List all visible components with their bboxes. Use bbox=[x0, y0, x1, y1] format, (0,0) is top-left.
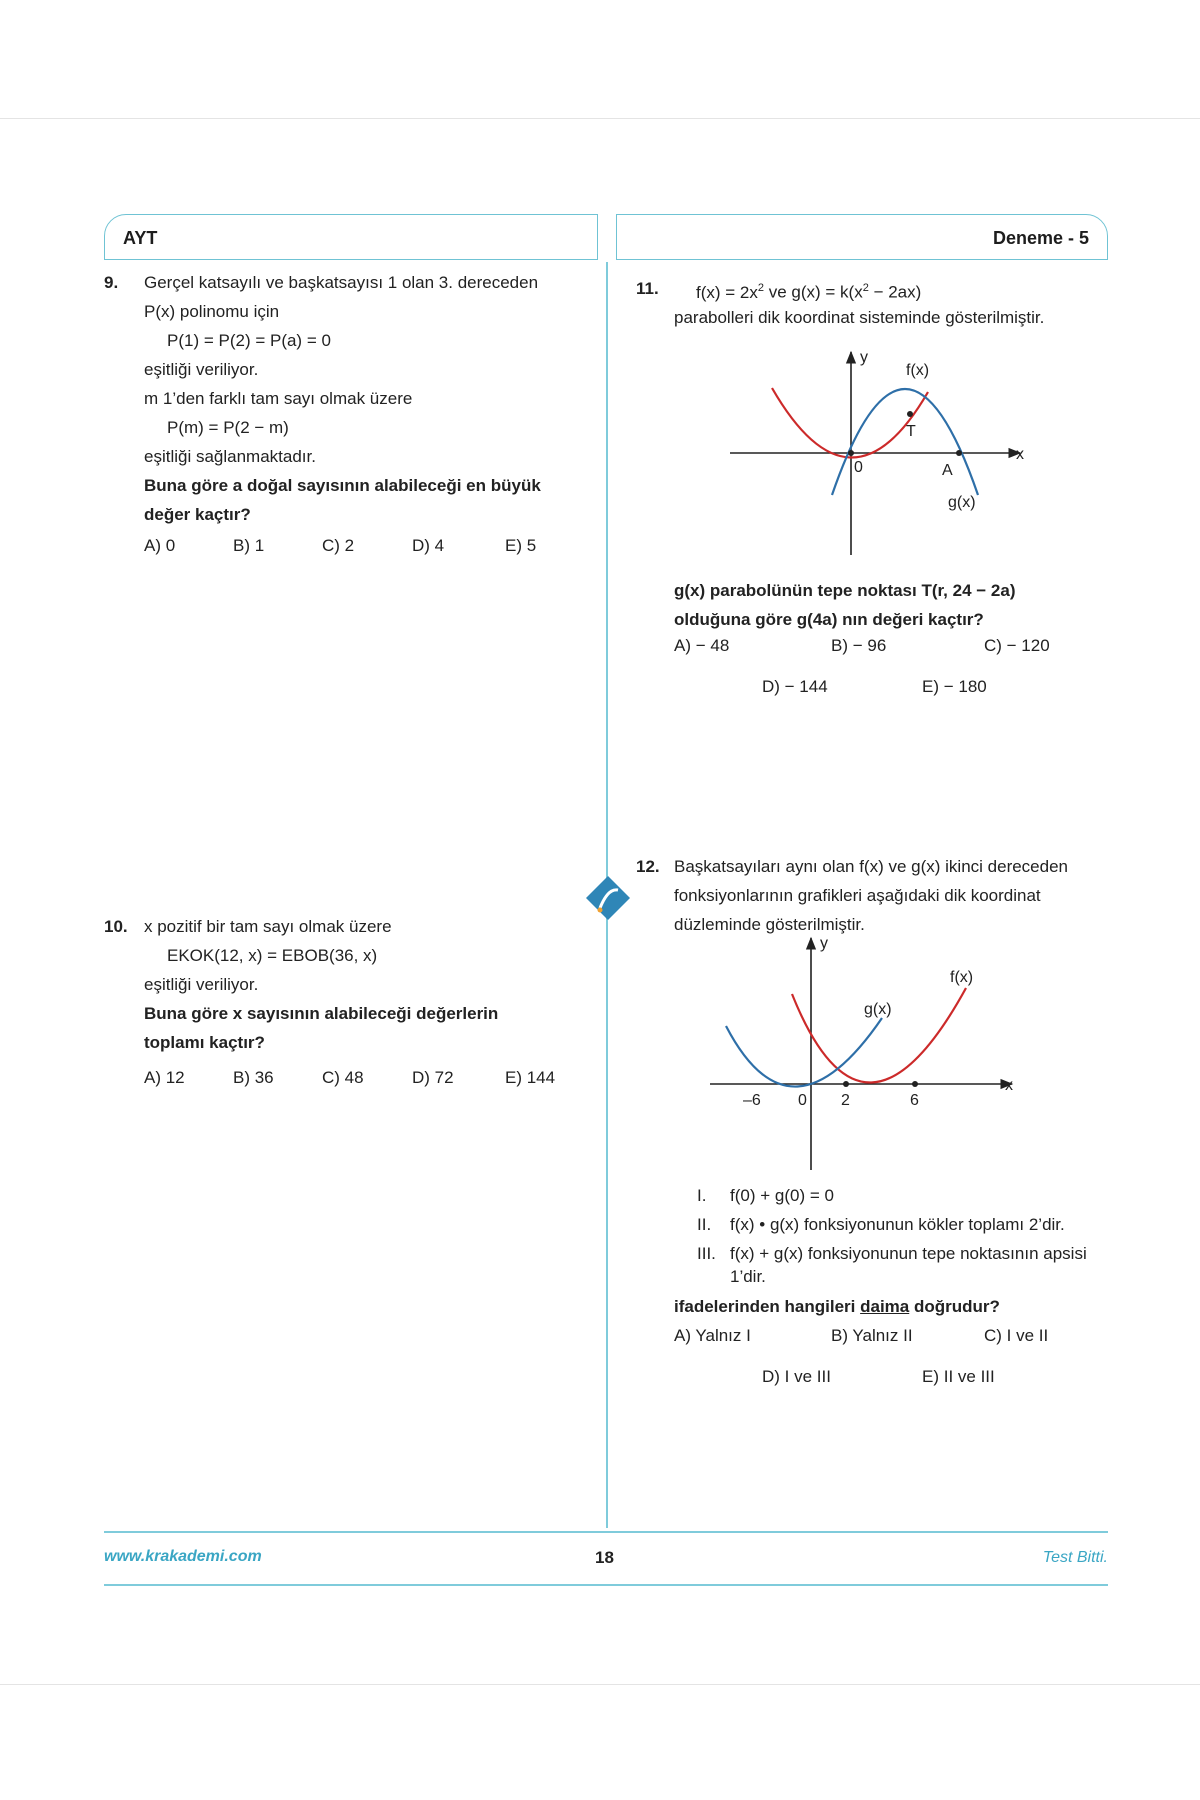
q11-option-a[interactable]: A) − 48 bbox=[674, 636, 730, 655]
q10-equation: EKOK(12, x) = EBOB(36, x) bbox=[167, 946, 378, 965]
q9-question-line1: Buna göre a doğal sayısının alabileceği en büyük bbox=[144, 476, 541, 495]
q11-option-c[interactable]: C) − 120 bbox=[984, 636, 1050, 655]
q10-option-d[interactable]: D) 72 bbox=[412, 1068, 454, 1087]
q11-definition bbox=[674, 274, 921, 307]
q12-point-6 bbox=[912, 1081, 918, 1087]
q12-option-d[interactable]: D) I ve III bbox=[762, 1367, 831, 1386]
publisher-logo bbox=[584, 874, 632, 922]
q12-question-a: ifadelerinden hangileri bbox=[674, 1297, 861, 1316]
q9-options bbox=[144, 536, 584, 560]
q11-option-d[interactable]: D) − 144 bbox=[762, 677, 828, 696]
q12-statements bbox=[697, 1181, 1087, 1291]
header-left-box bbox=[104, 214, 598, 260]
q11-question-line2: olduğuna göre g(4a) nın değeri kaçtır? bbox=[674, 610, 984, 629]
test-label: Deneme - 5 bbox=[992, 228, 1089, 248]
q12-number: 12. bbox=[636, 857, 660, 876]
exam-label: AYT bbox=[123, 228, 158, 248]
q9-option-e[interactable]: E) 5 bbox=[505, 536, 537, 555]
test-end-label: Test Bitti. bbox=[1042, 1549, 1108, 1566]
q11-f-label: f(x) bbox=[906, 362, 930, 379]
q11-options bbox=[674, 636, 1094, 700]
q12-question-c: doğrudur? bbox=[909, 1297, 1000, 1316]
q11-question bbox=[674, 576, 1016, 634]
q10-line1: x pozitif bir tam sayı olmak üzere bbox=[144, 917, 392, 936]
q12-s3-number: III. bbox=[697, 1244, 716, 1263]
q9-option-d[interactable]: D) 4 bbox=[412, 536, 445, 555]
q11-option-e[interactable]: E) − 180 bbox=[922, 677, 987, 696]
q9-line1: Gerçel katsayılı ve başkatsayısı 1 olan 3. dereceden bbox=[144, 273, 539, 292]
website-link[interactable]: www.krakademi.com bbox=[104, 1548, 262, 1565]
q11-t-label: T bbox=[906, 423, 916, 440]
q11-g-def: ve g(x) = k(x bbox=[764, 282, 863, 302]
q12-point-2 bbox=[843, 1081, 849, 1087]
q12-s1-text: f(0) + g(0) = 0 bbox=[730, 1186, 834, 1205]
q12-s3-text: f(x) + g(x) fonksiyonunun tepe noktasının apsisi bbox=[730, 1244, 1087, 1263]
q9-line5: m 1’den farklı tam sayı olmak üzere bbox=[144, 389, 413, 408]
header-right-box bbox=[616, 214, 1108, 260]
q11-graph bbox=[720, 340, 1040, 560]
q12-tick-6: 6 bbox=[910, 1092, 919, 1109]
q9-option-a[interactable]: A) 0 bbox=[144, 536, 176, 555]
q11-sup2: 2 bbox=[862, 282, 869, 294]
q12-option-c[interactable]: C) I ve II bbox=[984, 1326, 1049, 1345]
q12-tick-2: 2 bbox=[841, 1092, 850, 1109]
q12-g-curve bbox=[726, 1018, 882, 1087]
q12-option-a[interactable]: A) Yalnız I bbox=[674, 1326, 751, 1345]
q12-statement-1 bbox=[697, 1181, 1087, 1210]
q12-x-label: x bbox=[1005, 1077, 1013, 1094]
q9-option-c[interactable]: C) 2 bbox=[322, 536, 355, 555]
q12-y-label: y bbox=[820, 935, 828, 952]
q9-number: 9. bbox=[104, 273, 119, 292]
q11-g-label: g(x) bbox=[948, 494, 976, 511]
q10-option-a[interactable]: A) 12 bbox=[144, 1068, 185, 1087]
q9-line7: eşitliği sağlanmaktadır. bbox=[144, 447, 316, 466]
q10-line3: eşitliği veriliyor. bbox=[144, 975, 259, 994]
q12-question bbox=[674, 1292, 1000, 1321]
q12-tick-0: 0 bbox=[798, 1092, 807, 1109]
q11-g-def-end: − 2ax) bbox=[868, 282, 922, 302]
q11-point-t bbox=[907, 411, 913, 417]
q9-equation1: P(1) = P(2) = P(a) = 0 bbox=[167, 331, 331, 350]
q11-line2: parabolleri dik koordinat sisteminde gösterilmiştir. bbox=[674, 308, 1045, 327]
q10-option-c[interactable]: C) 48 bbox=[322, 1068, 364, 1087]
footer-top-rule bbox=[104, 1531, 1108, 1533]
q10-question-line2: toplamı kaçtır? bbox=[144, 1033, 265, 1052]
q11-question-line1: g(x) parabolünün tepe noktası T(r, 24 − 2a) bbox=[674, 581, 1016, 600]
q12-option-e[interactable]: E) II ve III bbox=[922, 1367, 995, 1386]
q11-option-b[interactable]: B) − 96 bbox=[831, 636, 887, 655]
q12-s2-text: f(x) • g(x) fonksiyonunun kökler toplamı 2’dir. bbox=[730, 1215, 1065, 1234]
q9-option-b[interactable]: B) 1 bbox=[233, 536, 265, 555]
q11-sup1: 2 bbox=[757, 282, 764, 294]
q9-line2: P(x) polinomu için bbox=[144, 302, 280, 321]
q10-option-e[interactable]: E) 144 bbox=[505, 1068, 556, 1087]
q10-option-b[interactable]: B) 36 bbox=[233, 1068, 274, 1087]
q10-options bbox=[144, 1068, 584, 1092]
q12-s2-number: II. bbox=[697, 1215, 712, 1234]
q11-g-curve bbox=[832, 389, 978, 495]
q9-question-line2: değer kaçtır? bbox=[144, 505, 251, 524]
q12-tick-minus6: –6 bbox=[743, 1092, 761, 1109]
q11-point-a bbox=[956, 450, 962, 456]
q10-number: 10. bbox=[104, 917, 128, 936]
q12-s3-continued: 1’dir. bbox=[730, 1267, 766, 1286]
q9-body bbox=[144, 268, 541, 529]
q10-question-line1: Buna göre x sayısının alabileceği değerlerin bbox=[144, 1004, 499, 1023]
q10-body bbox=[144, 912, 498, 1057]
q11-origin-point bbox=[848, 450, 854, 456]
page-number: 18 bbox=[595, 1548, 614, 1567]
q11-number: 11. bbox=[636, 279, 659, 298]
q11-y-label: y bbox=[860, 349, 868, 366]
q12-question-emphasis: daima bbox=[860, 1297, 910, 1316]
q11-x-label: x bbox=[1016, 446, 1024, 463]
footer-bottom-rule bbox=[104, 1584, 1108, 1586]
q9-line4: eşitliği veriliyor. bbox=[144, 360, 259, 379]
q12-graph bbox=[700, 930, 1020, 1170]
q12-body bbox=[674, 852, 1068, 939]
q12-g-label: g(x) bbox=[864, 1001, 892, 1018]
q11-origin-label: 0 bbox=[854, 459, 863, 476]
q12-line2: fonksiyonlarının grafikleri aşağıdaki dik koordinat bbox=[674, 886, 1041, 905]
q12-options bbox=[674, 1326, 1094, 1390]
q9-equation2: P(m) = P(2 − m) bbox=[167, 418, 289, 437]
q11-f-def: f(x) = 2x bbox=[696, 282, 758, 302]
q12-f-label: f(x) bbox=[950, 969, 974, 986]
q12-line1: Başkatsayıları aynı olan f(x) ve g(x) ikinci dereceden bbox=[674, 857, 1069, 876]
q12-line3: düzleminde gösterilmiştir. bbox=[674, 915, 865, 934]
q12-option-b[interactable]: B) Yalnız II bbox=[831, 1326, 913, 1345]
q12-s1-number: I. bbox=[697, 1186, 707, 1205]
q12-statement-2 bbox=[697, 1210, 1087, 1239]
q11-a-label: A bbox=[942, 462, 953, 479]
